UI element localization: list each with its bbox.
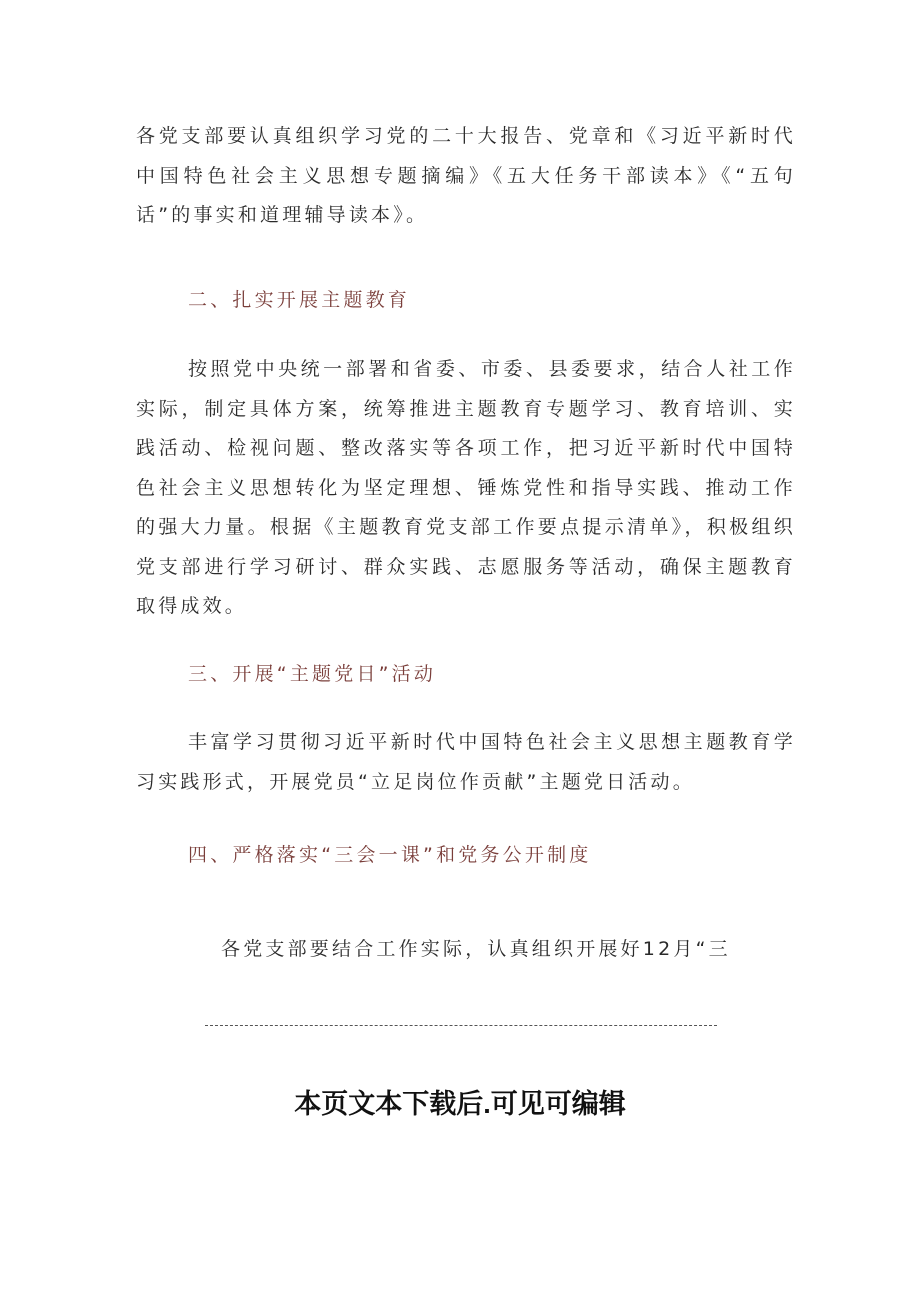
body-paragraph-4: 各党支部要结合工作实际，认真组织开展好12月“三 [221, 938, 731, 960]
section-heading-2: 二、扎实开展主题教育 [188, 289, 411, 311]
download-notice: 本页文本下载后.可见可编辑 [294, 1089, 626, 1119]
body-paragraph-2: 按照党中央统一部署和省委、市委、县委要求，结合人社工作实际，制定具体方案，统筹推进主题教育专题学习、教育培训、实践活动、检视问题、整改落实等各项工作，把习近平新时代中国特色社会主义思想转化为坚定理想、锤炼党性和指导实践、推动工作的强大力量。根据《主题教育党支部工作要点提示清单》，积极组织党支部进行学习研讨、群众实践、志愿服务等活动，确保主题教育取得成效。 [136, 358, 796, 617]
dashed-divider [205, 1025, 717, 1026]
section-heading-3: 三、开展“主题党日”活动 [188, 663, 437, 685]
section-heading-4: 四、严格落实“三会一课”和党务公开制度 [188, 844, 592, 866]
body-paragraph-3: 丰富学习贯彻习近平新时代中国特色社会主义思想主题教育学习实践形式，开展党员“立足岗位作贡献”主题党日活动。 [136, 731, 796, 793]
body-paragraph-1: 各党支部要认真组织学习党的二十大报告、党章和《习近平新时代中国特色社会主义思想专题摘编》《五大任务干部读本》《“五句话”的事实和道理辅导读本》。 [136, 125, 796, 226]
